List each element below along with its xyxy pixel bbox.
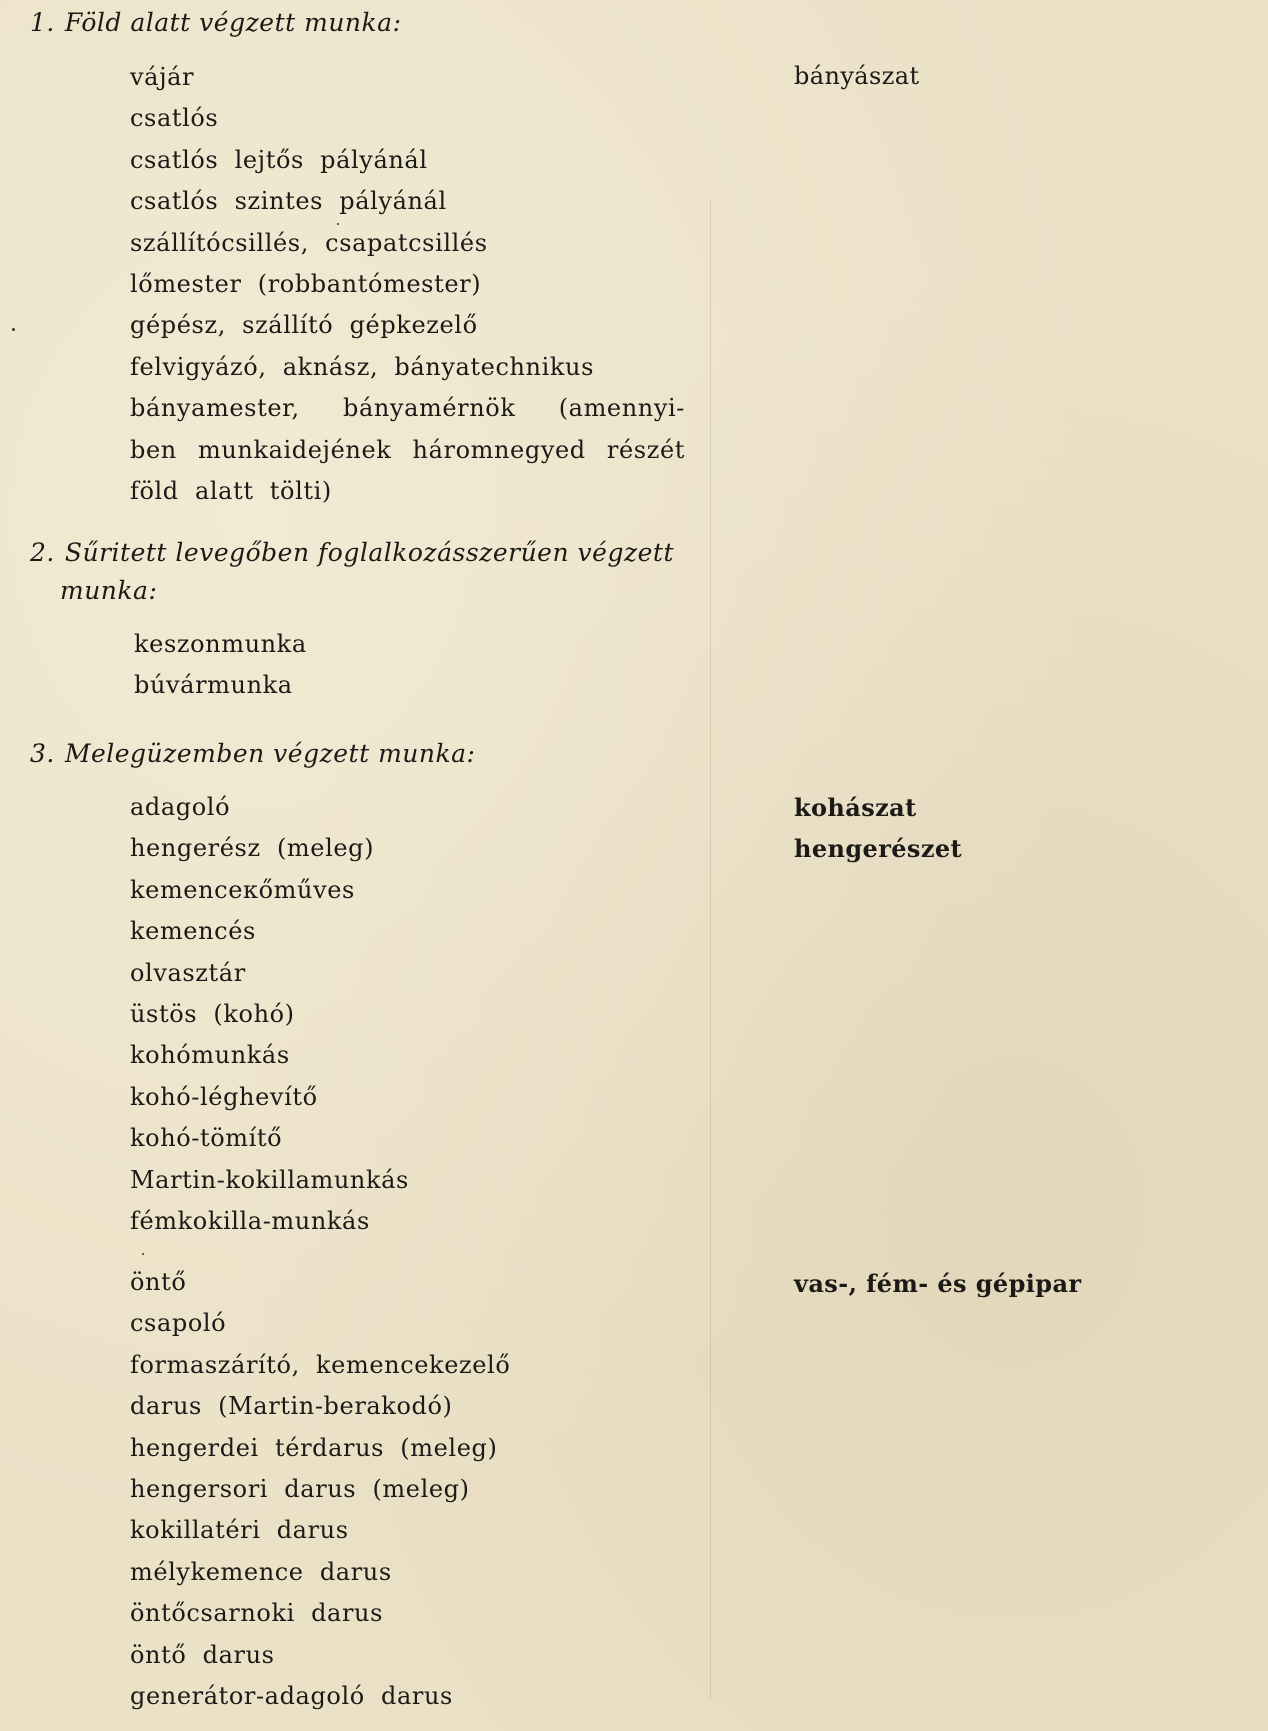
list-item: hengersori darus (meleg) (130, 1475, 470, 1504)
list-item: csapoló (130, 1309, 227, 1338)
section-1-list (130, 57, 685, 512)
list-item: öntő (130, 1268, 187, 1296)
list-item: kohó-tömítő (130, 1124, 283, 1153)
list-item: föld alatt tölti) (130, 477, 332, 506)
list-item: hengerdei térdarus (meleg) (130, 1433, 498, 1462)
section-3-group-1-list (130, 787, 409, 1242)
list-item: mélykemence darus (130, 1557, 392, 1586)
section-1-heading (30, 8, 402, 37)
page-fold-shadow (710, 200, 711, 1700)
list-item: vájár (130, 63, 195, 91)
list-item: üstös (kohó) (130, 1000, 295, 1029)
section-2-title-line2: munka: (60, 576, 158, 605)
list-item: hengerész (meleg) (130, 834, 375, 863)
category-kohaszat: kohászat (794, 793, 917, 822)
list-item: adagoló (130, 793, 231, 821)
list-item: búvármunka (134, 671, 293, 700)
list-item: formaszárító, kemencekezelő (130, 1350, 511, 1379)
category-banyaszat: bányászat (794, 62, 920, 90)
list-item: fémkokilla-munkás (130, 1207, 370, 1236)
list-item: kohó-léghevítő (130, 1082, 318, 1111)
print-speck (12, 328, 15, 331)
section-2-number: 2. (30, 538, 55, 567)
list-item: kemencés (130, 917, 256, 946)
list-item: szállítócsillés, csapatcsillés (130, 228, 488, 257)
section-3-heading (30, 739, 475, 768)
list-item: csatlós (130, 104, 219, 133)
list-item: öntőcsarnoki darus (130, 1599, 384, 1628)
print-speck (142, 1253, 144, 1255)
list-item: felvigyázó, aknász, bányatechnikus (130, 352, 595, 381)
list-item: olvasztár (130, 958, 246, 987)
list-item: öntő darus (130, 1640, 275, 1669)
section-2-title-line1: Sűritett levegőben foglalkozásszerűen végzett (64, 538, 675, 567)
list-item: Martin-kokillamunkás (130, 1165, 409, 1194)
section-3-title: Melegüzemben végzett munka: (64, 739, 476, 768)
section-2-heading (30, 534, 690, 610)
list-item: csatlós szintes pályánál (130, 187, 447, 216)
list-item: gépész, szállító gépkezelő (130, 311, 478, 340)
list-item: darus (Martin-berakodó) (130, 1392, 453, 1421)
category-hengereszet: hengerészet (794, 834, 963, 863)
list-item: keszonmunka (134, 630, 307, 658)
list-item: generátor-adagoló darus (130, 1682, 453, 1711)
section-3-number: 3. (30, 739, 55, 768)
list-item: kohómunkás (130, 1041, 290, 1070)
print-speck (337, 223, 339, 225)
section-2-list (134, 624, 307, 707)
list-item: lőmester (robbantómester) (130, 270, 482, 299)
list-item: csatlós lejtős pályánál (130, 145, 428, 174)
list-item: kemenceкőműves (130, 875, 355, 904)
section-1-title: Föld alatt végzett munka: (64, 8, 402, 37)
section-3-group-2-list (130, 1262, 510, 1717)
list-item: ben munkaidejének háromnegyed részét (130, 435, 685, 464)
list-item: kokillatéri darus (130, 1516, 349, 1545)
section-1-number: 1. (30, 8, 55, 37)
category-vas-fem-gepipar: vas-, fém- és gépipar (794, 1269, 1082, 1298)
list-item: bányamester, bányamérnök (amennyi- (130, 394, 685, 423)
